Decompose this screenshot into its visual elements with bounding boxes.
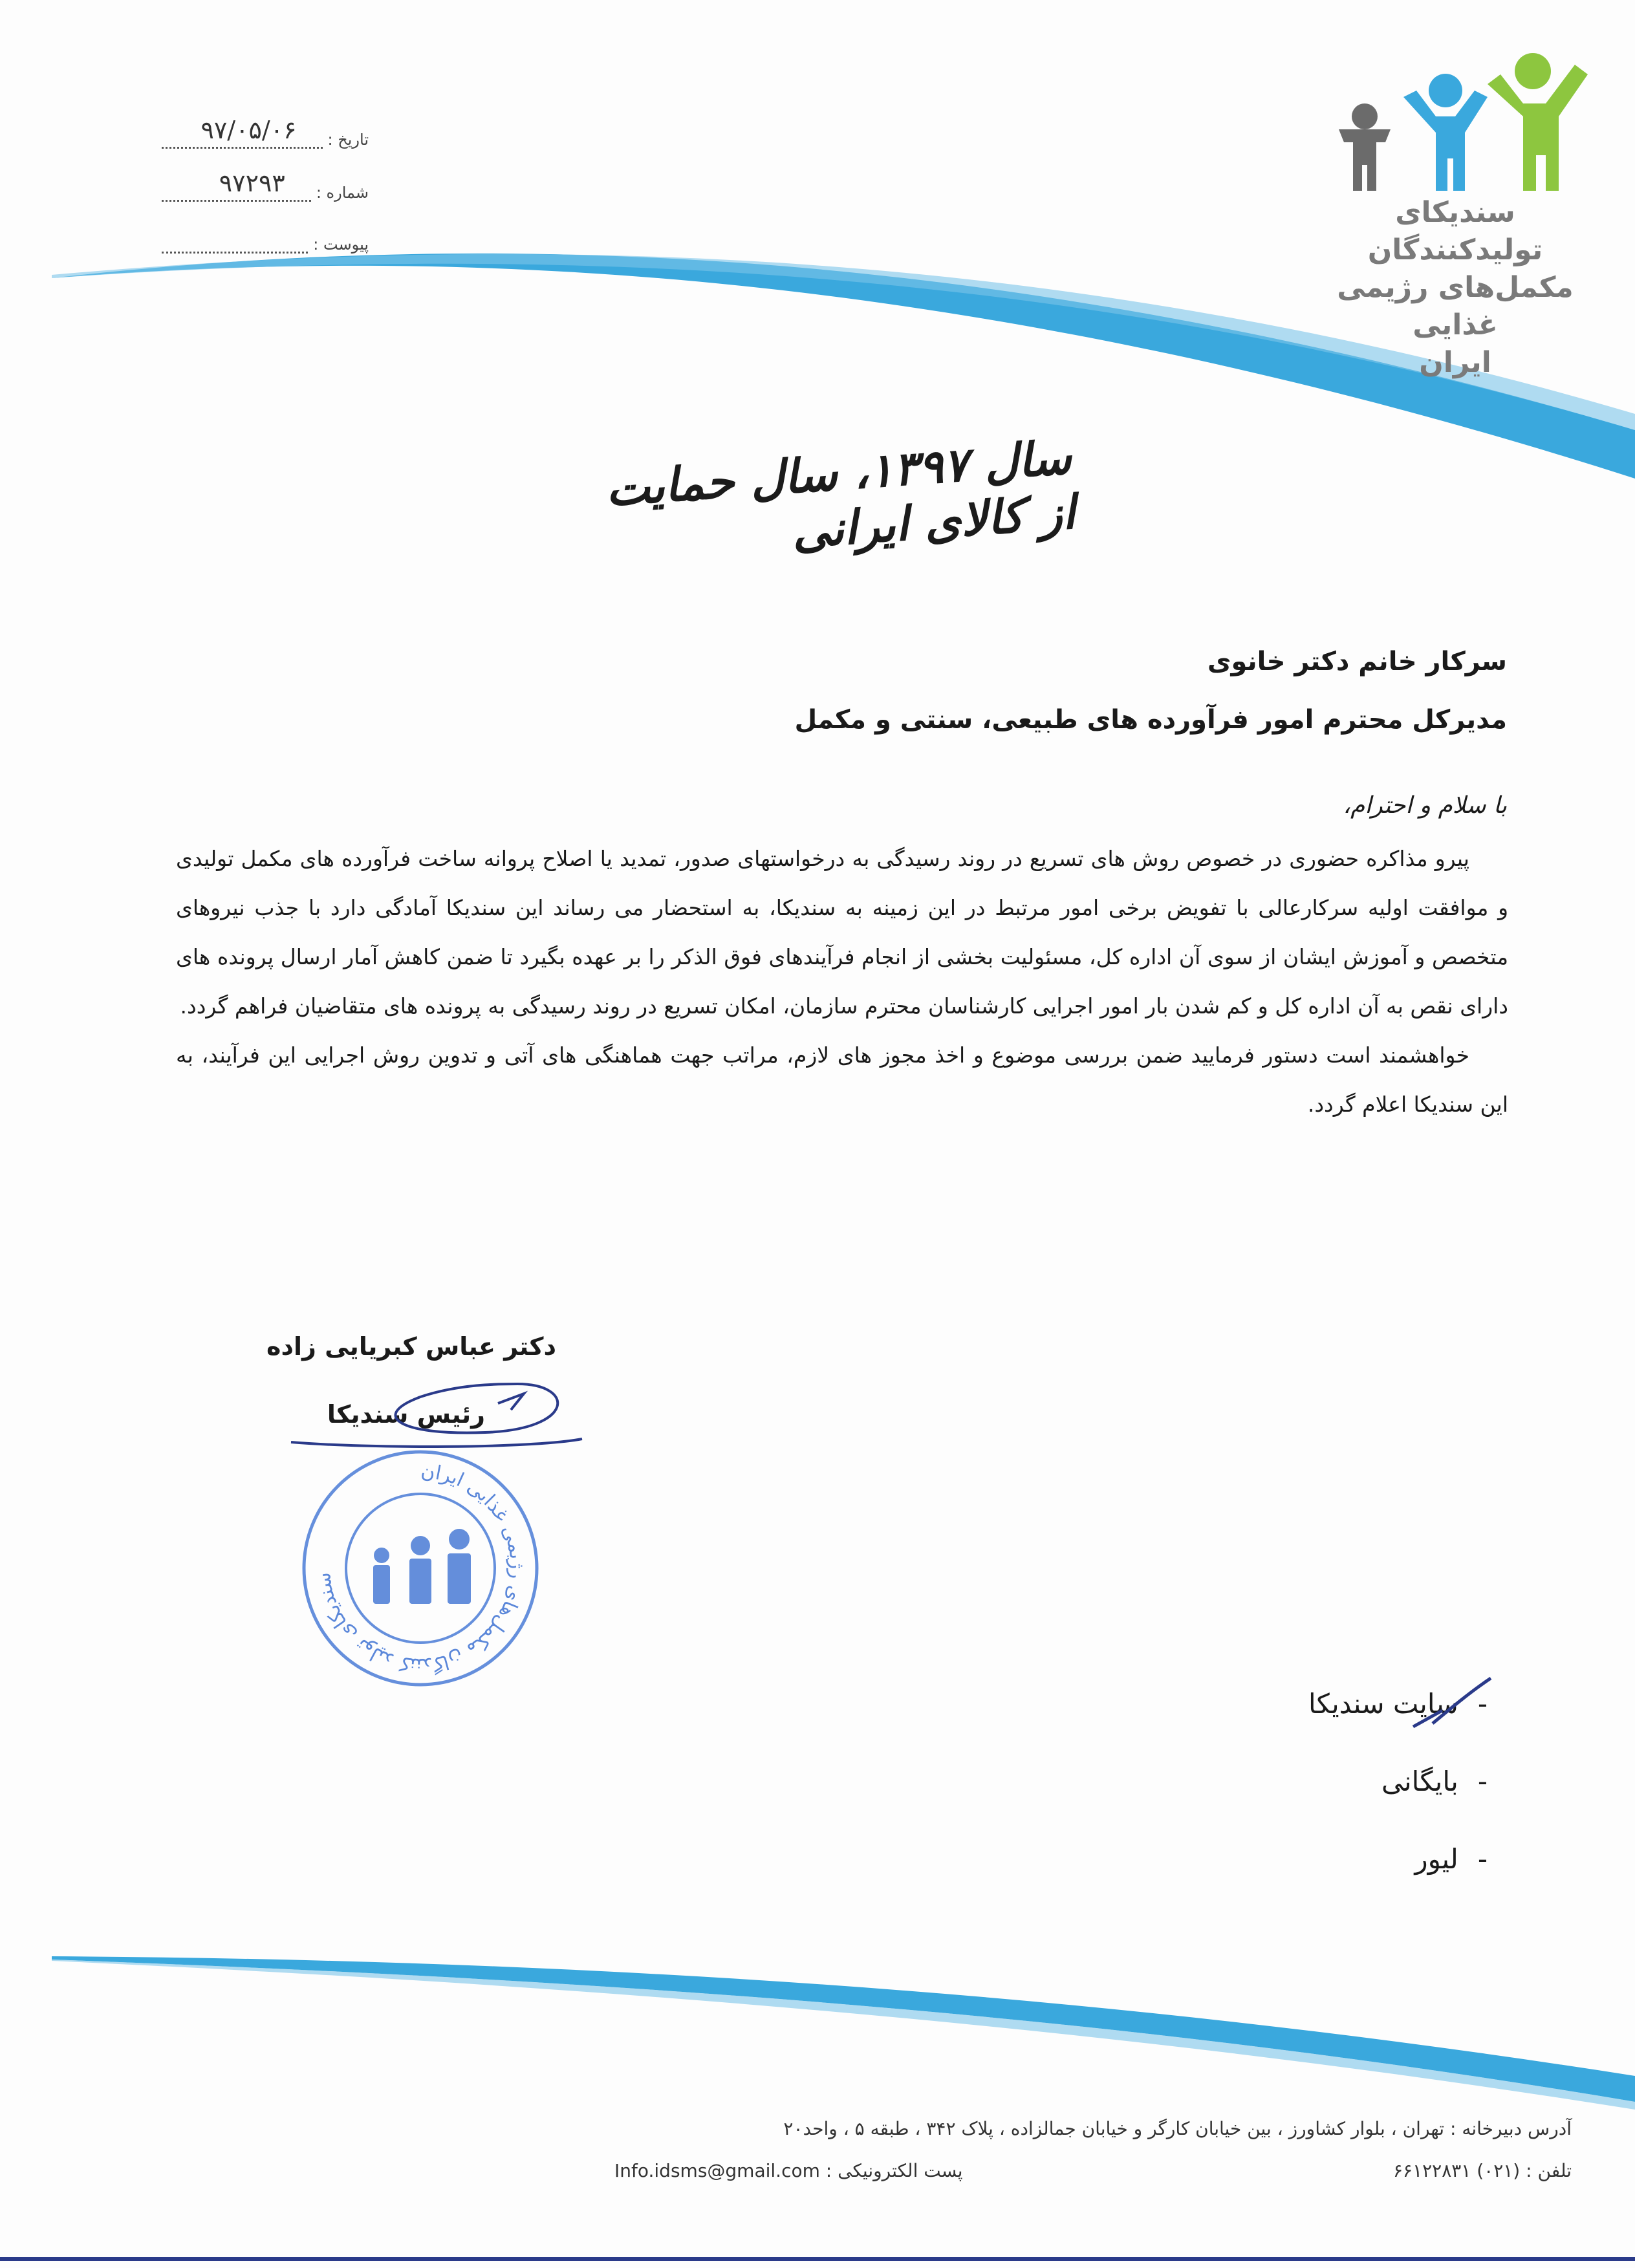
attachment-label: پیوست : bbox=[313, 235, 369, 254]
date-label: تاریخ : bbox=[327, 131, 369, 149]
footer-email bbox=[614, 2160, 963, 2181]
footer-swoosh bbox=[0, 1940, 1635, 2121]
recipient-name: سرکار خانم دکتر خانوی bbox=[1207, 647, 1507, 676]
date-value: ۹۷/۰۵/۰۶ bbox=[200, 116, 297, 144]
organization-stamp bbox=[294, 1442, 547, 1694]
attachment-field bbox=[162, 221, 369, 254]
logo-text bbox=[1313, 194, 1597, 382]
greeting: با سلام و احترام، bbox=[1343, 792, 1507, 819]
cc-item bbox=[1414, 1843, 1488, 1875]
logo-icon bbox=[1326, 52, 1597, 194]
letter-body bbox=[176, 834, 1508, 1129]
phone-label: تلفن : bbox=[1526, 2160, 1572, 2181]
phone-value: (۰۲۱) ۶۶۱۲۲۸۳۱ bbox=[1393, 2160, 1521, 2181]
signature-role: رئیس سندیکا bbox=[327, 1400, 485, 1429]
email-label: پست الکترونیکی : bbox=[825, 2160, 963, 2181]
signature-scribble bbox=[272, 1345, 608, 1455]
logo-line3: ایران bbox=[1419, 346, 1491, 379]
email-value: Info.idsms@gmail.com bbox=[614, 2160, 820, 2181]
cc-dash: - bbox=[1477, 1688, 1488, 1720]
cc-label: بایگانی bbox=[1381, 1766, 1458, 1797]
cc-item bbox=[1381, 1766, 1488, 1797]
footer-contact bbox=[614, 2160, 1572, 2181]
recipient-title: مدیرکل محترم امور فرآورده های طبیعی، سنتی و مکمل bbox=[794, 705, 1507, 735]
body-paragraph-2: خواهشمند است دستور فرمایید ضمن بررسی موضوع و اخذ مجوز های لازم، مراتب جهت هماهنگی های آتی و تدوین روش اجرایی این فرآیند، به این سندیکا اعلام گردد. bbox=[176, 1042, 1508, 1117]
slogan: سال ۱۳۹۷، سال حمایت از کالای ایرانی bbox=[603, 429, 1077, 559]
number-label: شماره : bbox=[316, 184, 369, 202]
number-value: ۹۷۲۹۳ bbox=[219, 169, 285, 197]
cc-dash: - bbox=[1477, 1766, 1488, 1797]
logo-line2: مکمل‌های رژیمی غذایی bbox=[1337, 271, 1574, 341]
logo-line1: سندیکای تولیدکنندگان bbox=[1367, 196, 1543, 266]
page-bottom-line bbox=[0, 2257, 1635, 2261]
cc-label: سایت سندیکا bbox=[1308, 1688, 1458, 1720]
body-paragraph-1: پیرو مذاکره حضوری در خصوص روش های تسریع در روند رسیدگی به درخواستهای صدور، تمدید یا اصلاح پروانه ساخت فرآورده های مکمل تولیدی و موافقت اولیه سرکارعالی با تفویض برخی امور مرتبط در این زمینه به سندیکا، به استحضار می رساند این سندیکا آمادگی دارد با جذب نیروهای متخصص و آموزش ایشان از سوی آن اداره کل، مسئولیت بخشی از انجام فرآیندهای فوق الذکر را بر عهده بگیرد تا ضمن کاهش آمار ارسال پرونده های دارای نقص به آن اداره کل و کم شدن بار امور اجرایی کارشناسان محترم سازمان، امکان تسریع در روند رسیدگی به پرونده های متقاضیان فراهم گردد. bbox=[176, 846, 1508, 1019]
footer-phone bbox=[1393, 2160, 1572, 2181]
signature-name: دکتر عباس کبریایی زاده bbox=[266, 1332, 556, 1361]
stamp-text: سندیکای تولید کنندگان مکمل‌های رژیمی غذایی ایران bbox=[312, 1460, 529, 1677]
check-mark bbox=[1407, 1675, 1497, 1733]
cc-label: لیور bbox=[1414, 1843, 1458, 1875]
date-field bbox=[162, 116, 369, 149]
footer-address: آدرس دبیرخانه : تهران ، بلوار کشاورز ، بین خیابان کارگر و خیابان جمالزاده ، پلاک ۳۴۲ ، طبقه ۵ ، واحد۲۰ bbox=[783, 2118, 1572, 2139]
cc-dash: - bbox=[1477, 1843, 1488, 1875]
number-field bbox=[162, 169, 369, 202]
